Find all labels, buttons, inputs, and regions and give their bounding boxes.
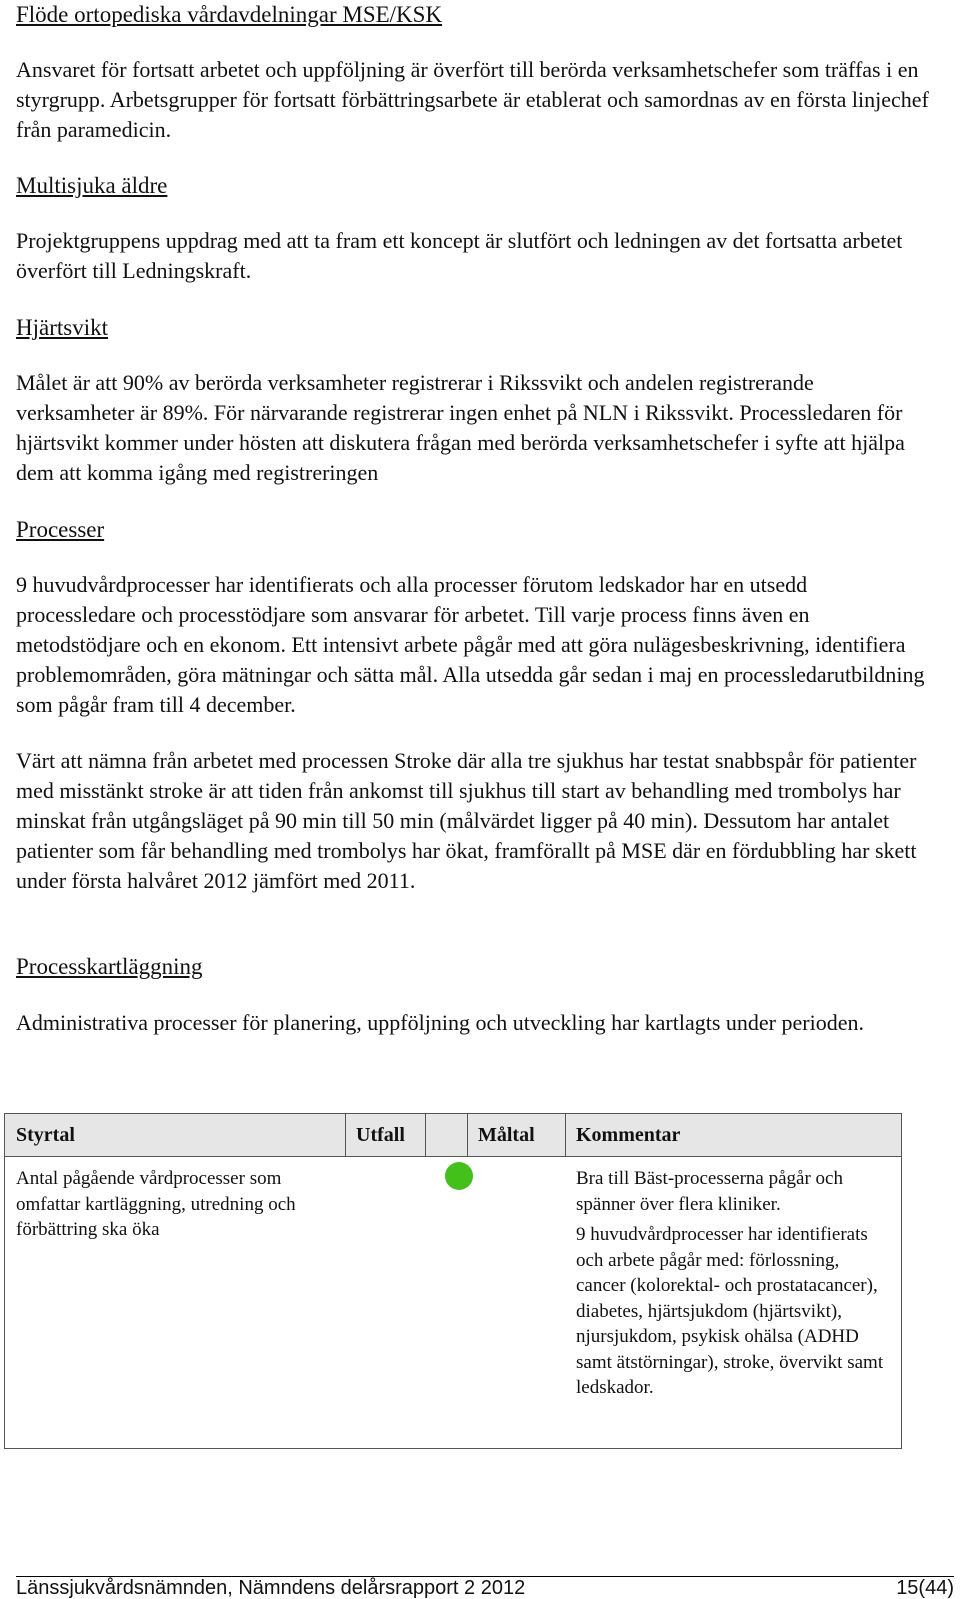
header-utfall: Utfall <box>356 1124 405 1146</box>
section-heading: Processkartläggning <box>16 954 203 979</box>
header-kommentar: Kommentar <box>576 1124 681 1146</box>
table-header <box>5 1114 901 1157</box>
header-maltal: Måltal <box>478 1124 535 1146</box>
cell-styrtal: Antal pågående vårdprocesser som omfattar kartläggning, utredning och förbättring ska öka <box>16 1168 296 1240</box>
column-divider <box>425 1114 426 1156</box>
page-footer <box>16 1576 954 1598</box>
paragraph: Administrativa processer för planering, uppföljning och utveckling har kartlagts under perioden. <box>16 1010 864 1035</box>
paragraph: Ansvaret för fortsatt arbetet och uppföljning är överfört till berörda verksamhetschefer som träffas i en styrgrupp. Arbetsgrupper för fortsatt förbättringsarbete är etablerat och samordnas av en första linjechef från paramedicin. <box>16 57 929 142</box>
footer-title: Länssjukvårdsnämnden, Nämndens delårsrapport 2 2012 <box>16 1577 526 1599</box>
section-heading: Hjärtsvikt <box>16 315 108 340</box>
paragraph: Projektgruppens uppdrag med att ta fram ett koncept är slutfört och ledningen av det fortsatta arbetet överfört till Ledningskraft. <box>16 228 903 283</box>
paragraph: Målet är att 90% av berörda verksamheter registrerar i Rikssvikt och andelen registrerande verksamheter är 89%. För närvarande registrerar ingen enhet på NLN i Rikssvikt. Processledaren för hjärtsvikt kommer under hösten att diskutera frågan med berörda verksamhetschefer i syfte att hjälpa dem att komma igång med registreringen <box>16 370 905 485</box>
paragraph: Värt att nämna från arbetet med processen Stroke där alla tre sjukhus har testat snabbspår för patienter med misstänkt stroke är att tiden från ankomst till sjukhus till start av behandling med trombolys har minskat från utgångsläget på 90 min till 50 min (målvärdet ligger på 40 min). Dessutom har antalet patienter som får behandling med trombolys har ökat, framförallt på MSE där en fördubbling har skett under första halvåret 2012 jämfört med 2011. <box>16 748 917 893</box>
goal-table <box>4 1113 902 1449</box>
page-number: 15(44) <box>896 1577 954 1599</box>
section-heading: Flöde ortopediska vårdavdelningar MSE/KSK <box>16 2 443 27</box>
paragraph: 9 huvudvårdprocesser har identifierats och alla processer förutom ledskador har en utsedd processledare och processtödjare som ansvarar för arbetet. Till varje process finns även en metodstödjare och en ekonom. Ett intensivt arbete pågår med att göra nulägesbeskrivning, identifiera problemområden, göra mätningar och sätta mål. Alla utsedda går sedan i maj en processledarutbildning som pågår fram till 4 december. <box>16 572 925 717</box>
status-green-dot-icon <box>445 1162 473 1190</box>
header-styrtal: Styrtal <box>16 1124 75 1146</box>
section-heading: Multisjuka äldre <box>16 173 168 198</box>
cell-kommentar-1: Bra till Bäst-processerna pågår och spänner över flera kliniker. <box>576 1168 843 1215</box>
cell-kommentar-2: 9 huvudvårdprocesser har identifierats och arbete pågår med: förlossning, cancer (kolorektal- och prostatacancer), diabetes, hjärtsjukdom (hjärtsvikt), njursjukdom, psykisk ohälsa (ADHD samt ätstörningar), stroke, övervikt samt ledskador. <box>576 1224 884 1398</box>
section-heading: Processer <box>16 517 105 542</box>
